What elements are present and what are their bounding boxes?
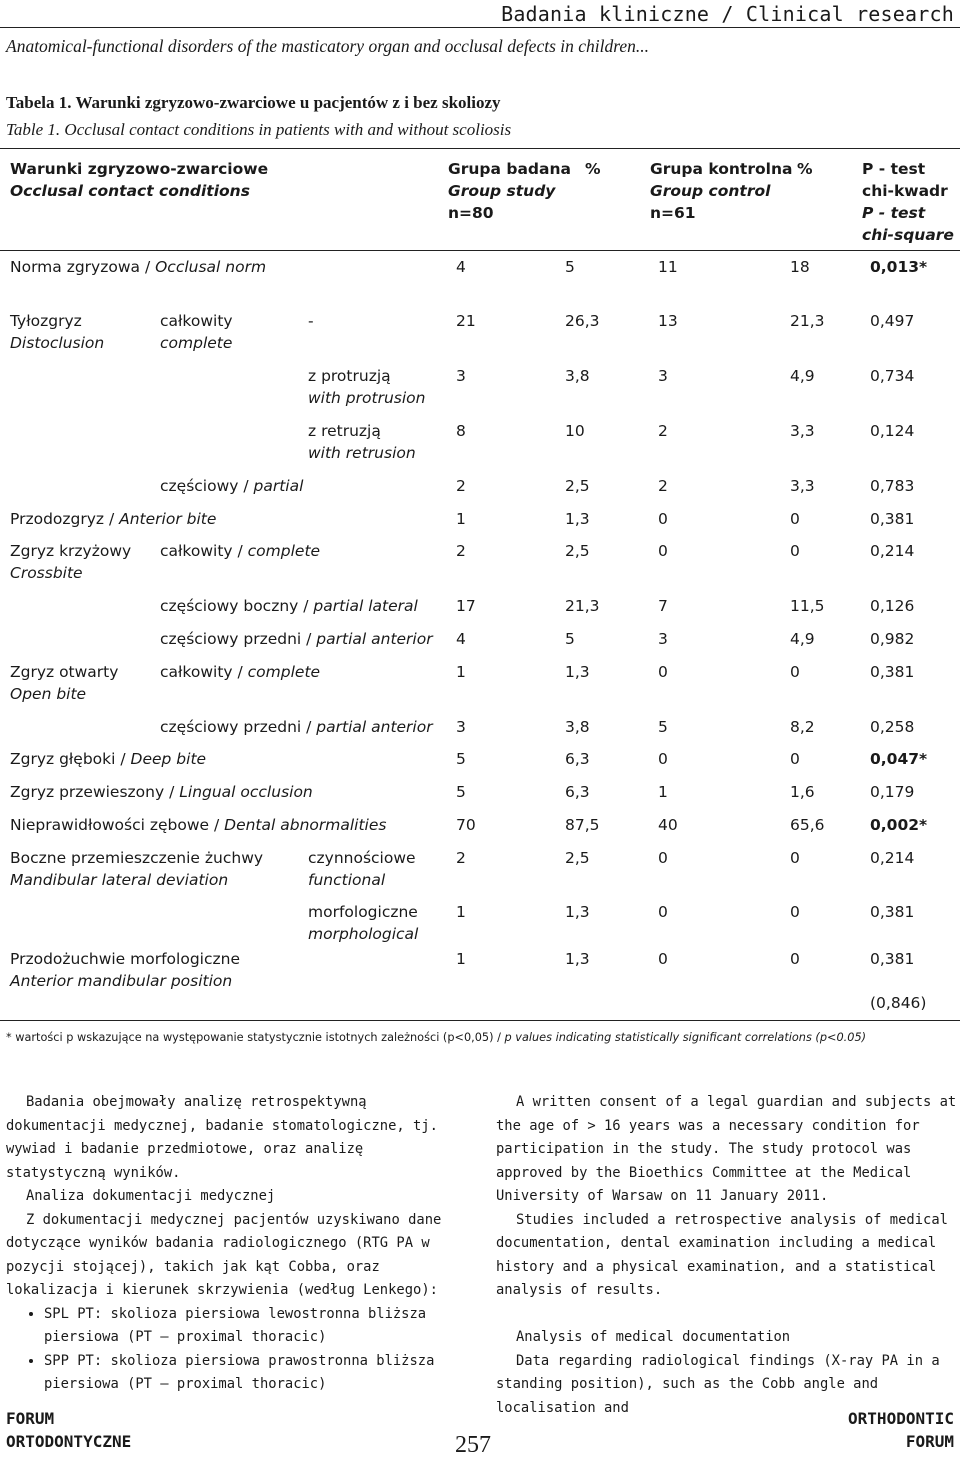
- header-study-en: Group study: [448, 182, 556, 200]
- left-subheading: Analiza dokumentacji medycznej: [26, 1188, 276, 1204]
- row-condition-text: Zgryz krzyżowy: [10, 542, 132, 560]
- header-rule: [0, 27, 960, 28]
- footer-journal-en-2: FORUM: [905, 1432, 954, 1451]
- cell-control-count: 5: [658, 718, 668, 736]
- table-caption-pl: Tabela 1. Warunki zgryzowo-zwarciowe u pacjentów z i bez skoliozy: [6, 93, 501, 112]
- row-condition-text: Przodożuchwie morfologiczne: [10, 950, 240, 968]
- cell-control-count: 1: [658, 783, 668, 801]
- header-control-en: Group control: [650, 182, 771, 200]
- header-conditions-pl: Warunki zgryzowo-zwarciowe: [10, 160, 269, 178]
- row-subtype-text: całkowity /: [160, 663, 248, 681]
- cell-study-count: 3: [456, 718, 466, 736]
- cell-p-value: 0,214: [870, 542, 915, 560]
- cell-control-percent: 65,6: [790, 816, 825, 834]
- row-condition-text: Tyłozgryz: [10, 312, 82, 330]
- left-paragraph-1: Badania obejmowały analizę retrospektywną dokumentacji medycznej, badanie stomatologiczne, tj. wywiad i badanie przedmiotowe, oraz analizę statystyczną wyników.: [6, 1094, 438, 1181]
- row-subtype-text: całkowity /: [160, 542, 248, 560]
- cell-p-value: 0,126: [870, 597, 915, 615]
- cell-study-percent: 26,3: [565, 312, 600, 330]
- row-variant-en: with retrusion: [308, 444, 416, 462]
- cell-p-value: 0,381: [870, 903, 915, 921]
- cell-p-value: 0,497: [870, 312, 915, 330]
- cell-p-value: 0,381: [870, 663, 915, 681]
- cell-p-value: 0,381: [870, 950, 915, 968]
- row-variant-en: morphological: [308, 925, 419, 943]
- cell-study-percent: 5: [565, 258, 575, 276]
- cell-study-count: 2: [456, 849, 466, 867]
- row-subtype: [160, 540, 320, 562]
- row-condition: [10, 948, 240, 970]
- cell-control-percent: 0: [790, 849, 800, 867]
- header-percent-2: %: [797, 160, 813, 178]
- cell-control-percent: 3,3: [790, 422, 815, 440]
- row-subtype-text: częściowy przedni /: [160, 718, 317, 736]
- row-variant-text: z protruzją: [308, 367, 391, 385]
- cell-control-percent: 21,3: [790, 312, 825, 330]
- row-condition: [10, 748, 206, 770]
- row-subtype-text: częściowy boczny /: [160, 597, 314, 615]
- right-column-text: [496, 1091, 958, 1420]
- cell-control-count: 0: [658, 903, 668, 921]
- cell-control-count: 13: [658, 312, 678, 330]
- row-condition-text-en: Dental abnormalities: [224, 816, 387, 834]
- row-subtype-text-en: partial anterior: [316, 718, 433, 736]
- cell-p-value: 0,047*: [870, 750, 928, 768]
- row-variant-text: czynnościowe: [308, 849, 416, 867]
- header-bottom-rule: [0, 250, 960, 251]
- header-control-n: n=61: [650, 204, 696, 222]
- cell-study-count: 4: [456, 258, 466, 276]
- cell-p-value: 0,734: [870, 367, 915, 385]
- cell-study-count: 21: [456, 312, 476, 330]
- row-condition-text: Nieprawidłowości zębowe /: [10, 816, 225, 834]
- row-variant-text: z retruzją: [308, 422, 381, 440]
- cell-control-count: 7: [658, 597, 668, 615]
- row-variant: [308, 365, 391, 387]
- row-subtype: [160, 595, 418, 617]
- cell-control-count: 0: [658, 510, 668, 528]
- row-condition: [10, 310, 82, 332]
- header-chi-kwadr: chi-kwadr: [862, 182, 948, 200]
- cell-control-count: 11: [658, 258, 678, 276]
- row-variant-en: with protrusion: [308, 389, 426, 407]
- row-condition-text-en: Occlusal norm: [155, 258, 267, 276]
- cell-study-percent: 3,8: [565, 718, 590, 736]
- row-variant-en: functional: [308, 871, 386, 889]
- row-subtype-en: complete: [160, 334, 233, 352]
- cell-study-count: 1: [456, 510, 466, 528]
- row-condition-text: Zgryz przewieszony /: [10, 783, 180, 801]
- cell-control-count: 0: [658, 849, 668, 867]
- cell-control-percent: 0: [790, 950, 800, 968]
- row-variant: [308, 847, 416, 869]
- row-condition: [10, 814, 386, 836]
- row-condition-text: Zgryz głęboki /: [10, 750, 131, 768]
- overall-p-value: (0,846): [870, 994, 927, 1012]
- right-paragraph-3: Data regarding radiological findings (X-ray PA in a standing position), such as the Cobb angle and localisation and: [496, 1352, 940, 1416]
- cell-study-percent: 2,5: [565, 542, 590, 560]
- cell-control-percent: 4,9: [790, 630, 815, 648]
- row-condition: [10, 540, 131, 562]
- row-variant-text: morfologiczne: [308, 903, 418, 921]
- cell-study-percent: 6,3: [565, 783, 590, 801]
- header-p-test-pl: P - test: [862, 160, 926, 178]
- left-paragraph-2: Z dokumentacji medycznej pacjentów uzyskiwano dane dotyczące wyników badania radiologicznego (RTG PA w pozycji stojącej), takich jak kąt Cobba, oraz lokalizacja i kierunek skrzywienia (według Lenkego):: [6, 1211, 442, 1298]
- section-title: Badania kliniczne / Clinical research: [501, 2, 954, 26]
- cell-control-count: 0: [658, 750, 668, 768]
- row-subtype-text: całkowity: [160, 312, 233, 330]
- cell-control-percent: 0: [790, 750, 800, 768]
- cell-study-percent: 6,3: [565, 750, 590, 768]
- right-subheading: Analysis of medical documentation: [516, 1329, 791, 1345]
- cell-control-count: 0: [658, 542, 668, 560]
- row-condition: [10, 508, 216, 530]
- cell-p-value: 0,783: [870, 477, 915, 495]
- row-subtype-text-en: partial: [253, 477, 304, 495]
- cell-control-percent: 0: [790, 542, 800, 560]
- row-condition-en: Crossbite: [10, 564, 83, 582]
- row-condition-text: Zgryz otwarty: [10, 663, 119, 681]
- footer-journal-pl-2: ORTODONTYCZNE: [6, 1432, 132, 1451]
- row-variant: [308, 420, 381, 442]
- page-number: 257: [455, 1432, 491, 1458]
- cell-study-count: 5: [456, 750, 466, 768]
- row-condition: [10, 847, 263, 869]
- row-condition: [10, 256, 266, 278]
- cell-study-percent: 2,5: [565, 849, 590, 867]
- row-condition-en: Anterior mandibular position: [10, 972, 233, 990]
- table-top-rule: [0, 148, 960, 149]
- row-variant-text: -: [308, 312, 314, 330]
- footnote-en: p values indicating statistically significant correlations (p<0.05): [504, 1031, 867, 1044]
- cell-control-percent: 0: [790, 510, 800, 528]
- row-subtype: [160, 475, 303, 497]
- row-condition: [10, 781, 313, 803]
- cell-control-percent: 11,5: [790, 597, 825, 615]
- cell-study-percent: 87,5: [565, 816, 600, 834]
- cell-control-count: 0: [658, 663, 668, 681]
- cell-study-count: 4: [456, 630, 466, 648]
- cell-control-count: 40: [658, 816, 678, 834]
- row-subtype-text: częściowy /: [160, 477, 254, 495]
- cell-p-value: 0,258: [870, 718, 915, 736]
- cell-control-percent: 0: [790, 903, 800, 921]
- cell-study-percent: 1,3: [565, 903, 590, 921]
- cell-study-count: 2: [456, 542, 466, 560]
- list-item: • SPL PT: skolioza piersiowa lewostronna bliższa piersiowa (PT – proximal thoracic): [44, 1303, 468, 1350]
- footer-journal-en-1: ORTHODONTIC: [848, 1409, 954, 1428]
- cell-control-count: 3: [658, 367, 668, 385]
- cell-control-percent: 1,6: [790, 783, 815, 801]
- cell-p-value: 0,982: [870, 630, 915, 648]
- left-column-text: [6, 1091, 468, 1397]
- cell-control-count: 3: [658, 630, 668, 648]
- row-condition-text: Przodozgryz /: [10, 510, 120, 528]
- cell-study-percent: 3,8: [565, 367, 590, 385]
- cell-study-count: 5: [456, 783, 466, 801]
- cell-study-count: 70: [456, 816, 476, 834]
- header-study-n: n=80: [448, 204, 494, 222]
- cell-control-percent: 0: [790, 663, 800, 681]
- cell-study-percent: 1,3: [565, 510, 590, 528]
- cell-p-value: 0,214: [870, 849, 915, 867]
- lenke-list: [6, 1303, 468, 1397]
- header-percent-1: %: [585, 160, 601, 178]
- cell-study-percent: 10: [565, 422, 585, 440]
- cell-study-count: 1: [456, 663, 466, 681]
- cell-control-count: 2: [658, 422, 668, 440]
- row-condition-text-en: Anterior bite: [119, 510, 217, 528]
- row-subtype: [160, 716, 433, 738]
- cell-study-percent: 1,3: [565, 950, 590, 968]
- cell-control-percent: 4,9: [790, 367, 815, 385]
- cell-study-count: 1: [456, 950, 466, 968]
- cell-control-percent: 18: [790, 258, 810, 276]
- cell-p-value: 0,179: [870, 783, 915, 801]
- table-bottom-rule: [0, 1020, 960, 1021]
- row-subtype: [160, 628, 433, 650]
- right-paragraph-2: Studies included a retrospective analysis of medical documentation, dental examination including a medical history and a physical examination, and a statistical analysis of results.: [496, 1211, 948, 1298]
- cell-study-percent: 5: [565, 630, 575, 648]
- row-condition-text: Boczne przemieszczenie żuchwy: [10, 849, 264, 867]
- row-condition-en: Mandibular lateral deviation: [10, 871, 229, 889]
- row-variant: [308, 310, 314, 332]
- cell-control-count: 2: [658, 477, 668, 495]
- cell-p-value: 0,013*: [870, 258, 928, 276]
- row-condition-text-en: Lingual occlusion: [179, 783, 313, 801]
- row-condition-en: Open bite: [10, 685, 87, 703]
- row-subtype: [160, 310, 233, 332]
- article-running-title: Anatomical-functional disorders of the masticatory organ and occlusal defects in children...: [6, 36, 650, 56]
- cell-p-value: 0,124: [870, 422, 915, 440]
- table-caption-en: Table 1. Occlusal contact conditions in patients with and without scoliosis: [6, 120, 512, 139]
- cell-p-value: 0,002*: [870, 816, 928, 834]
- right-paragraph-1: A written consent of a legal guardian and subjects at the age of > 16 years was a necessary condition for participation in the study. The study protocol was approved by the Bioethics Committee at the Medical University of Warsaw on 11 January 2011.: [496, 1094, 957, 1204]
- row-subtype-text-en: complete: [247, 663, 321, 681]
- footer-journal-pl-1: FORUM: [6, 1409, 55, 1428]
- header-control-pl: Grupa kontrolna: [650, 160, 793, 178]
- row-variant: [308, 901, 418, 923]
- row-subtype-text-en: partial anterior: [316, 630, 433, 648]
- cell-study-count: 1: [456, 903, 466, 921]
- cell-study-count: 17: [456, 597, 476, 615]
- cell-control-count: 0: [658, 950, 668, 968]
- footnote-pl: * wartości p wskazujące na występowanie statystycznie istotnych zależności (p<0,05) /: [6, 1031, 505, 1044]
- row-subtype-text-en: partial lateral: [313, 597, 418, 615]
- header-study-pl: Grupa badana: [448, 160, 571, 178]
- row-subtype: [160, 661, 320, 683]
- row-subtype-text: częściowy przedni /: [160, 630, 317, 648]
- header-chi-square: chi-square: [862, 226, 954, 244]
- row-condition-en: Distoclusion: [10, 334, 105, 352]
- cell-control-percent: 3,3: [790, 477, 815, 495]
- cell-study-count: 2: [456, 477, 466, 495]
- header-conditions-en: Occlusal contact conditions: [10, 182, 250, 200]
- cell-control-percent: 8,2: [790, 718, 815, 736]
- row-condition: [10, 661, 118, 683]
- cell-study-count: 3: [456, 367, 466, 385]
- row-condition-text: Norma zgryzowa /: [10, 258, 156, 276]
- header-p-test-en: P - test: [862, 204, 926, 222]
- list-item: • SPP PT: skolioza piersiowa prawostronna bliższa piersiowa (PT – proximal thoracic): [44, 1350, 468, 1397]
- spacer: [496, 1303, 958, 1327]
- cell-study-count: 8: [456, 422, 466, 440]
- row-subtype-text-en: complete: [247, 542, 321, 560]
- row-condition-text-en: Deep bite: [130, 750, 207, 768]
- cell-p-value: 0,381: [870, 510, 915, 528]
- cell-study-percent: 1,3: [565, 663, 590, 681]
- cell-study-percent: 2,5: [565, 477, 590, 495]
- table-footnote: [6, 1031, 866, 1044]
- cell-study-percent: 21,3: [565, 597, 600, 615]
